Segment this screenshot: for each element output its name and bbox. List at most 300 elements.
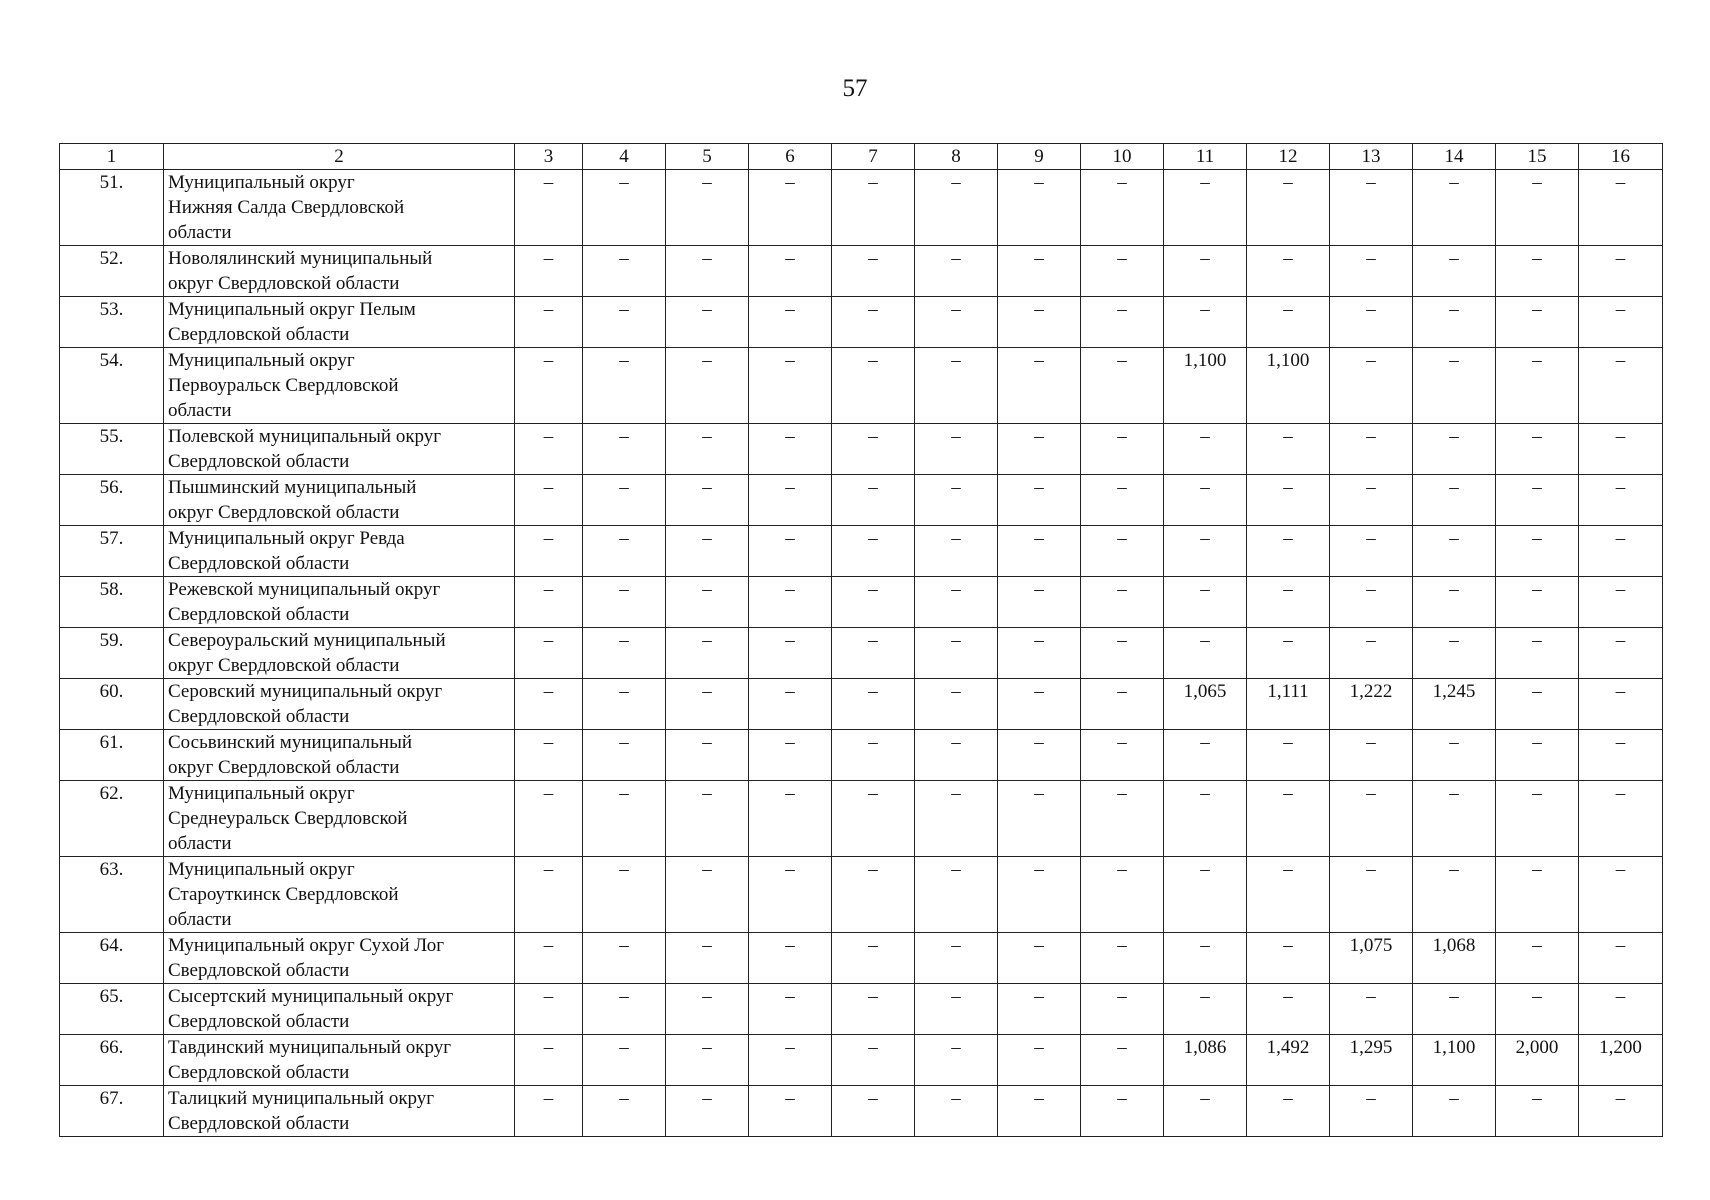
value-cell-col-15: – xyxy=(1496,679,1579,730)
value-cell-col-10: – xyxy=(1081,933,1164,984)
value-cell-col-12: – xyxy=(1247,984,1330,1035)
value-cell-col-11: 1,065 xyxy=(1164,679,1247,730)
municipality-name-line: округ Свердловской области xyxy=(168,273,400,294)
column-header-6: 6 xyxy=(749,144,832,170)
value-cell-col-9: – xyxy=(998,297,1081,348)
value-cell-col-3: – xyxy=(515,933,583,984)
value-cell-col-3: – xyxy=(515,730,583,781)
value-cell-col-10: – xyxy=(1081,246,1164,297)
municipality-name-line: Североуральский муниципальный xyxy=(168,630,446,651)
row-number: 63. xyxy=(60,857,164,933)
value-cell-col-5: – xyxy=(666,424,749,475)
value-cell-col-6: – xyxy=(749,297,832,348)
value-cell-col-13: – xyxy=(1330,857,1413,933)
municipality-name xyxy=(164,933,515,984)
value-cell-col-11: – xyxy=(1164,781,1247,857)
municipality-name-line: Муниципальный округ xyxy=(168,859,355,880)
value-cell-col-3: – xyxy=(515,984,583,1035)
value-cell-col-14: – xyxy=(1413,984,1496,1035)
municipality-name-line: Свердловской области xyxy=(168,960,350,981)
value-cell-col-13: 1,075 xyxy=(1330,933,1413,984)
municipality-name-line: области xyxy=(168,400,232,421)
municipality-name xyxy=(164,857,515,933)
table-row xyxy=(60,526,1663,577)
municipality-name xyxy=(164,577,515,628)
municipality-name xyxy=(164,984,515,1035)
value-cell-col-11: 1,100 xyxy=(1164,348,1247,424)
value-cell-col-13: – xyxy=(1330,730,1413,781)
value-cell-col-12: 1,100 xyxy=(1247,348,1330,424)
value-cell-col-10: – xyxy=(1081,297,1164,348)
row-number: 60. xyxy=(60,679,164,730)
table-body xyxy=(60,170,1663,1137)
value-cell-col-9: – xyxy=(998,1086,1081,1137)
table-row xyxy=(60,170,1663,246)
header-row xyxy=(60,144,1663,170)
municipality-name-line: Муниципальный округ Пелым xyxy=(168,299,416,320)
value-cell-col-6: – xyxy=(749,170,832,246)
value-cell-col-14: 1,245 xyxy=(1413,679,1496,730)
table-row xyxy=(60,628,1663,679)
value-cell-col-6: – xyxy=(749,984,832,1035)
value-cell-col-15: – xyxy=(1496,984,1579,1035)
municipality-name-line: Первоуральск Свердловской xyxy=(168,375,399,396)
column-header-11: 11 xyxy=(1164,144,1247,170)
value-cell-col-11: – xyxy=(1164,1086,1247,1137)
column-header-16: 16 xyxy=(1579,144,1663,170)
column-header-10: 10 xyxy=(1081,144,1164,170)
value-cell-col-7: – xyxy=(832,781,915,857)
value-cell-col-12: – xyxy=(1247,857,1330,933)
table-row xyxy=(60,857,1663,933)
municipality-name xyxy=(164,170,515,246)
value-cell-col-13: – xyxy=(1330,984,1413,1035)
municipality-name xyxy=(164,1035,515,1086)
column-header-7: 7 xyxy=(832,144,915,170)
value-cell-col-5: – xyxy=(666,730,749,781)
value-cell-col-9: – xyxy=(998,424,1081,475)
value-cell-col-7: – xyxy=(832,730,915,781)
value-cell-col-6: – xyxy=(749,424,832,475)
value-cell-col-14: – xyxy=(1413,628,1496,679)
municipality-name-line: Сысертский муниципальный округ xyxy=(168,986,454,1007)
table-row xyxy=(60,730,1663,781)
value-cell-col-13: – xyxy=(1330,1086,1413,1137)
value-cell-col-9: – xyxy=(998,730,1081,781)
municipality-name-line: Свердловской области xyxy=(168,1011,350,1032)
value-cell-col-10: – xyxy=(1081,526,1164,577)
municipality-name xyxy=(164,526,515,577)
value-cell-col-4: – xyxy=(583,526,666,577)
table-row xyxy=(60,984,1663,1035)
municipality-name-line: области xyxy=(168,909,232,930)
value-cell-col-16: – xyxy=(1579,1086,1663,1137)
row-number: 62. xyxy=(60,781,164,857)
municipality-name xyxy=(164,297,515,348)
value-cell-col-14: – xyxy=(1413,170,1496,246)
value-cell-col-8: – xyxy=(915,933,998,984)
value-cell-col-11: – xyxy=(1164,730,1247,781)
table-row xyxy=(60,297,1663,348)
value-cell-col-10: – xyxy=(1081,857,1164,933)
municipality-name-line: Муниципальный округ xyxy=(168,172,355,193)
table-row xyxy=(60,933,1663,984)
municipality-name-line: Серовский муниципальный округ xyxy=(168,681,443,702)
value-cell-col-9: – xyxy=(998,526,1081,577)
value-cell-col-12: – xyxy=(1247,170,1330,246)
value-cell-col-11: – xyxy=(1164,475,1247,526)
value-cell-col-5: – xyxy=(666,170,749,246)
table-row xyxy=(60,424,1663,475)
row-number: 57. xyxy=(60,526,164,577)
value-cell-col-7: – xyxy=(832,475,915,526)
table-row xyxy=(60,1086,1663,1137)
value-cell-col-13: – xyxy=(1330,781,1413,857)
value-cell-col-3: – xyxy=(515,857,583,933)
value-cell-col-3: – xyxy=(515,679,583,730)
municipality-name-line: Талицкий муниципальный округ xyxy=(168,1088,435,1109)
value-cell-col-5: – xyxy=(666,933,749,984)
value-cell-col-9: – xyxy=(998,984,1081,1035)
value-cell-col-12: – xyxy=(1247,1086,1330,1137)
value-cell-col-10: – xyxy=(1081,730,1164,781)
value-cell-col-16: – xyxy=(1579,526,1663,577)
value-cell-col-15: – xyxy=(1496,857,1579,933)
table-row xyxy=(60,475,1663,526)
value-cell-col-3: – xyxy=(515,348,583,424)
value-cell-col-3: – xyxy=(515,628,583,679)
value-cell-col-4: – xyxy=(583,730,666,781)
column-header-5: 5 xyxy=(666,144,749,170)
municipality-name xyxy=(164,730,515,781)
row-number: 65. xyxy=(60,984,164,1035)
value-cell-col-14: 1,068 xyxy=(1413,933,1496,984)
value-cell-col-6: – xyxy=(749,475,832,526)
value-cell-col-10: – xyxy=(1081,628,1164,679)
value-cell-col-6: – xyxy=(749,679,832,730)
value-cell-col-7: – xyxy=(832,526,915,577)
value-cell-col-10: – xyxy=(1081,577,1164,628)
value-cell-col-6: – xyxy=(749,1086,832,1137)
value-cell-col-6: – xyxy=(749,348,832,424)
value-cell-col-12: 1,111 xyxy=(1247,679,1330,730)
value-cell-col-15: – xyxy=(1496,348,1579,424)
value-cell-col-3: – xyxy=(515,297,583,348)
value-cell-col-3: – xyxy=(515,526,583,577)
municipality-name-line: Тавдинский муниципальный округ xyxy=(168,1037,452,1058)
value-cell-col-7: – xyxy=(832,297,915,348)
value-cell-col-12: – xyxy=(1247,297,1330,348)
value-cell-col-15: – xyxy=(1496,424,1579,475)
municipality-name-line: Режевской муниципальный округ xyxy=(168,579,441,600)
municipality-name-line: Муниципальный округ xyxy=(168,350,355,371)
row-number: 64. xyxy=(60,933,164,984)
value-cell-col-12: – xyxy=(1247,246,1330,297)
value-cell-col-3: – xyxy=(515,1086,583,1137)
value-cell-col-7: – xyxy=(832,246,915,297)
value-cell-col-10: – xyxy=(1081,348,1164,424)
value-cell-col-5: – xyxy=(666,984,749,1035)
municipality-name xyxy=(164,424,515,475)
value-cell-col-3: – xyxy=(515,577,583,628)
municipality-name-line: Свердловской области xyxy=(168,451,350,472)
value-cell-col-7: – xyxy=(832,424,915,475)
value-cell-col-11: 1,086 xyxy=(1164,1035,1247,1086)
value-cell-col-16: – xyxy=(1579,781,1663,857)
value-cell-col-13: – xyxy=(1330,297,1413,348)
value-cell-col-15: – xyxy=(1496,170,1579,246)
value-cell-col-16: – xyxy=(1579,246,1663,297)
page-number: 57 xyxy=(842,75,868,102)
value-cell-col-8: – xyxy=(915,857,998,933)
value-cell-col-11: – xyxy=(1164,424,1247,475)
value-cell-col-16: – xyxy=(1579,170,1663,246)
value-cell-col-7: – xyxy=(832,679,915,730)
value-cell-col-9: – xyxy=(998,246,1081,297)
column-header-8: 8 xyxy=(915,144,998,170)
column-header-14: 14 xyxy=(1413,144,1496,170)
municipality-name-line: Пышминский муниципальный xyxy=(168,477,417,498)
column-header-1: 1 xyxy=(60,144,164,170)
value-cell-col-4: – xyxy=(583,933,666,984)
value-cell-col-12: – xyxy=(1247,933,1330,984)
table-row xyxy=(60,577,1663,628)
municipality-name-line: Свердловской области xyxy=(168,1062,350,1083)
value-cell-col-12: – xyxy=(1247,475,1330,526)
value-cell-col-8: – xyxy=(915,1086,998,1137)
value-cell-col-8: – xyxy=(915,297,998,348)
value-cell-col-14: – xyxy=(1413,424,1496,475)
value-cell-col-5: – xyxy=(666,628,749,679)
value-cell-col-4: – xyxy=(583,628,666,679)
value-cell-col-7: – xyxy=(832,1086,915,1137)
value-cell-col-14: – xyxy=(1413,730,1496,781)
value-cell-col-16: – xyxy=(1579,475,1663,526)
value-cell-col-3: – xyxy=(515,170,583,246)
municipality-name xyxy=(164,475,515,526)
value-cell-col-13: – xyxy=(1330,246,1413,297)
value-cell-col-8: – xyxy=(915,246,998,297)
row-number: 59. xyxy=(60,628,164,679)
value-cell-col-16: – xyxy=(1579,348,1663,424)
table-row xyxy=(60,679,1663,730)
value-cell-col-5: – xyxy=(666,526,749,577)
value-cell-col-7: – xyxy=(832,1035,915,1086)
value-cell-col-8: – xyxy=(915,1035,998,1086)
value-cell-col-11: – xyxy=(1164,526,1247,577)
value-cell-col-9: – xyxy=(998,933,1081,984)
municipality-name-line: области xyxy=(168,222,232,243)
value-cell-col-8: – xyxy=(915,170,998,246)
value-cell-col-7: – xyxy=(832,348,915,424)
value-cell-col-12: – xyxy=(1247,424,1330,475)
value-cell-col-13: 1,222 xyxy=(1330,679,1413,730)
value-cell-col-11: – xyxy=(1164,628,1247,679)
value-cell-col-8: – xyxy=(915,577,998,628)
value-cell-col-9: – xyxy=(998,781,1081,857)
value-cell-col-9: – xyxy=(998,577,1081,628)
value-cell-col-5: – xyxy=(666,857,749,933)
municipality-name xyxy=(164,348,515,424)
table-header xyxy=(60,144,1663,170)
municipality-name xyxy=(164,781,515,857)
value-cell-col-5: – xyxy=(666,679,749,730)
value-cell-col-14: – xyxy=(1413,348,1496,424)
municipality-name-line: Свердловской области xyxy=(168,553,350,574)
row-number: 55. xyxy=(60,424,164,475)
value-cell-col-4: – xyxy=(583,1035,666,1086)
municipality-name-line: Муниципальный округ xyxy=(168,783,355,804)
value-cell-col-5: – xyxy=(666,781,749,857)
municipality-name-line: Нижняя Салда Свердловской xyxy=(168,197,405,218)
value-cell-col-13: – xyxy=(1330,628,1413,679)
value-cell-col-12: – xyxy=(1247,526,1330,577)
value-cell-col-8: – xyxy=(915,984,998,1035)
value-cell-col-5: – xyxy=(666,1035,749,1086)
value-cell-col-13: – xyxy=(1330,348,1413,424)
value-cell-col-4: – xyxy=(583,1086,666,1137)
value-cell-col-6: – xyxy=(749,628,832,679)
value-cell-col-15: – xyxy=(1496,730,1579,781)
value-cell-col-10: – xyxy=(1081,424,1164,475)
value-cell-col-11: – xyxy=(1164,984,1247,1035)
value-cell-col-6: – xyxy=(749,857,832,933)
data-table xyxy=(59,143,1663,1137)
row-number: 58. xyxy=(60,577,164,628)
value-cell-col-5: – xyxy=(666,577,749,628)
value-cell-col-14: – xyxy=(1413,577,1496,628)
municipality-name-line: округ Свердловской области xyxy=(168,655,400,676)
value-cell-col-7: – xyxy=(832,857,915,933)
value-cell-col-15: – xyxy=(1496,526,1579,577)
value-cell-col-7: – xyxy=(832,170,915,246)
value-cell-col-16: – xyxy=(1579,730,1663,781)
value-cell-col-4: – xyxy=(583,475,666,526)
value-cell-col-14: 1,100 xyxy=(1413,1035,1496,1086)
value-cell-col-15: – xyxy=(1496,475,1579,526)
value-cell-col-6: – xyxy=(749,577,832,628)
value-cell-col-6: – xyxy=(749,781,832,857)
municipality-name-line: Среднеуральск Свердловской xyxy=(168,808,408,829)
municipality-name-line: Сосьвинский муниципальный xyxy=(168,732,413,753)
value-cell-col-9: – xyxy=(998,679,1081,730)
value-cell-col-15: 2,000 xyxy=(1496,1035,1579,1086)
value-cell-col-16: – xyxy=(1579,679,1663,730)
municipality-name-line: Новолялинский муниципальный xyxy=(168,248,433,269)
value-cell-col-14: – xyxy=(1413,526,1496,577)
row-number: 67. xyxy=(60,1086,164,1137)
value-cell-col-11: – xyxy=(1164,857,1247,933)
row-number: 61. xyxy=(60,730,164,781)
value-cell-col-10: – xyxy=(1081,1035,1164,1086)
value-cell-col-16: – xyxy=(1579,857,1663,933)
value-cell-col-11: – xyxy=(1164,246,1247,297)
row-number: 66. xyxy=(60,1035,164,1086)
row-number: 54. xyxy=(60,348,164,424)
municipality-name-line: Староуткинск Свердловской xyxy=(168,884,399,905)
value-cell-col-9: – xyxy=(998,170,1081,246)
column-header-3: 3 xyxy=(515,144,583,170)
value-cell-col-7: – xyxy=(832,628,915,679)
value-cell-col-14: – xyxy=(1413,857,1496,933)
value-cell-col-10: – xyxy=(1081,984,1164,1035)
value-cell-col-3: – xyxy=(515,1035,583,1086)
value-cell-col-13: 1,295 xyxy=(1330,1035,1413,1086)
value-cell-col-9: – xyxy=(998,1035,1081,1086)
value-cell-col-13: – xyxy=(1330,577,1413,628)
value-cell-col-4: – xyxy=(583,857,666,933)
column-header-4: 4 xyxy=(583,144,666,170)
value-cell-col-4: – xyxy=(583,577,666,628)
value-cell-col-14: – xyxy=(1413,1086,1496,1137)
value-cell-col-4: – xyxy=(583,781,666,857)
value-cell-col-12: – xyxy=(1247,628,1330,679)
value-cell-col-3: – xyxy=(515,424,583,475)
value-cell-col-8: – xyxy=(915,679,998,730)
value-cell-col-13: – xyxy=(1330,526,1413,577)
municipality-name xyxy=(164,1086,515,1137)
row-number: 56. xyxy=(60,475,164,526)
municipality-name xyxy=(164,628,515,679)
value-cell-col-16: – xyxy=(1579,297,1663,348)
table-row xyxy=(60,246,1663,297)
municipality-name-line: Полевской муниципальный округ xyxy=(168,426,442,447)
value-cell-col-8: – xyxy=(915,781,998,857)
value-cell-col-14: – xyxy=(1413,246,1496,297)
value-cell-col-16: – xyxy=(1579,933,1663,984)
value-cell-col-12: – xyxy=(1247,577,1330,628)
row-number: 51. xyxy=(60,170,164,246)
municipality-name xyxy=(164,679,515,730)
value-cell-col-12: – xyxy=(1247,730,1330,781)
value-cell-col-10: – xyxy=(1081,1086,1164,1137)
municipality-name-line: Свердловской области xyxy=(168,706,350,727)
value-cell-col-3: – xyxy=(515,475,583,526)
value-cell-col-15: – xyxy=(1496,781,1579,857)
value-cell-col-11: – xyxy=(1164,297,1247,348)
value-cell-col-9: – xyxy=(998,475,1081,526)
column-header-2: 2 xyxy=(164,144,515,170)
value-cell-col-16: – xyxy=(1579,424,1663,475)
value-cell-col-7: – xyxy=(832,577,915,628)
value-cell-col-8: – xyxy=(915,628,998,679)
value-cell-col-11: – xyxy=(1164,933,1247,984)
row-number: 53. xyxy=(60,297,164,348)
value-cell-col-16: – xyxy=(1579,628,1663,679)
value-cell-col-15: – xyxy=(1496,628,1579,679)
value-cell-col-9: – xyxy=(998,348,1081,424)
municipality-name-line: области xyxy=(168,833,232,854)
value-cell-col-8: – xyxy=(915,424,998,475)
value-cell-col-9: – xyxy=(998,857,1081,933)
table-row xyxy=(60,781,1663,857)
value-cell-col-16: – xyxy=(1579,984,1663,1035)
value-cell-col-15: – xyxy=(1496,577,1579,628)
value-cell-col-14: – xyxy=(1413,781,1496,857)
municipality-name-line: Муниципальный округ Сухой Лог xyxy=(168,935,444,956)
municipality-name-line: Свердловской области xyxy=(168,324,350,345)
value-cell-col-6: – xyxy=(749,246,832,297)
value-cell-col-13: – xyxy=(1330,170,1413,246)
value-cell-col-6: – xyxy=(749,526,832,577)
value-cell-col-6: – xyxy=(749,933,832,984)
value-cell-col-5: – xyxy=(666,1086,749,1137)
value-cell-col-5: – xyxy=(666,348,749,424)
value-cell-col-11: – xyxy=(1164,577,1247,628)
value-cell-col-5: – xyxy=(666,246,749,297)
value-cell-col-4: – xyxy=(583,246,666,297)
column-header-12: 12 xyxy=(1247,144,1330,170)
